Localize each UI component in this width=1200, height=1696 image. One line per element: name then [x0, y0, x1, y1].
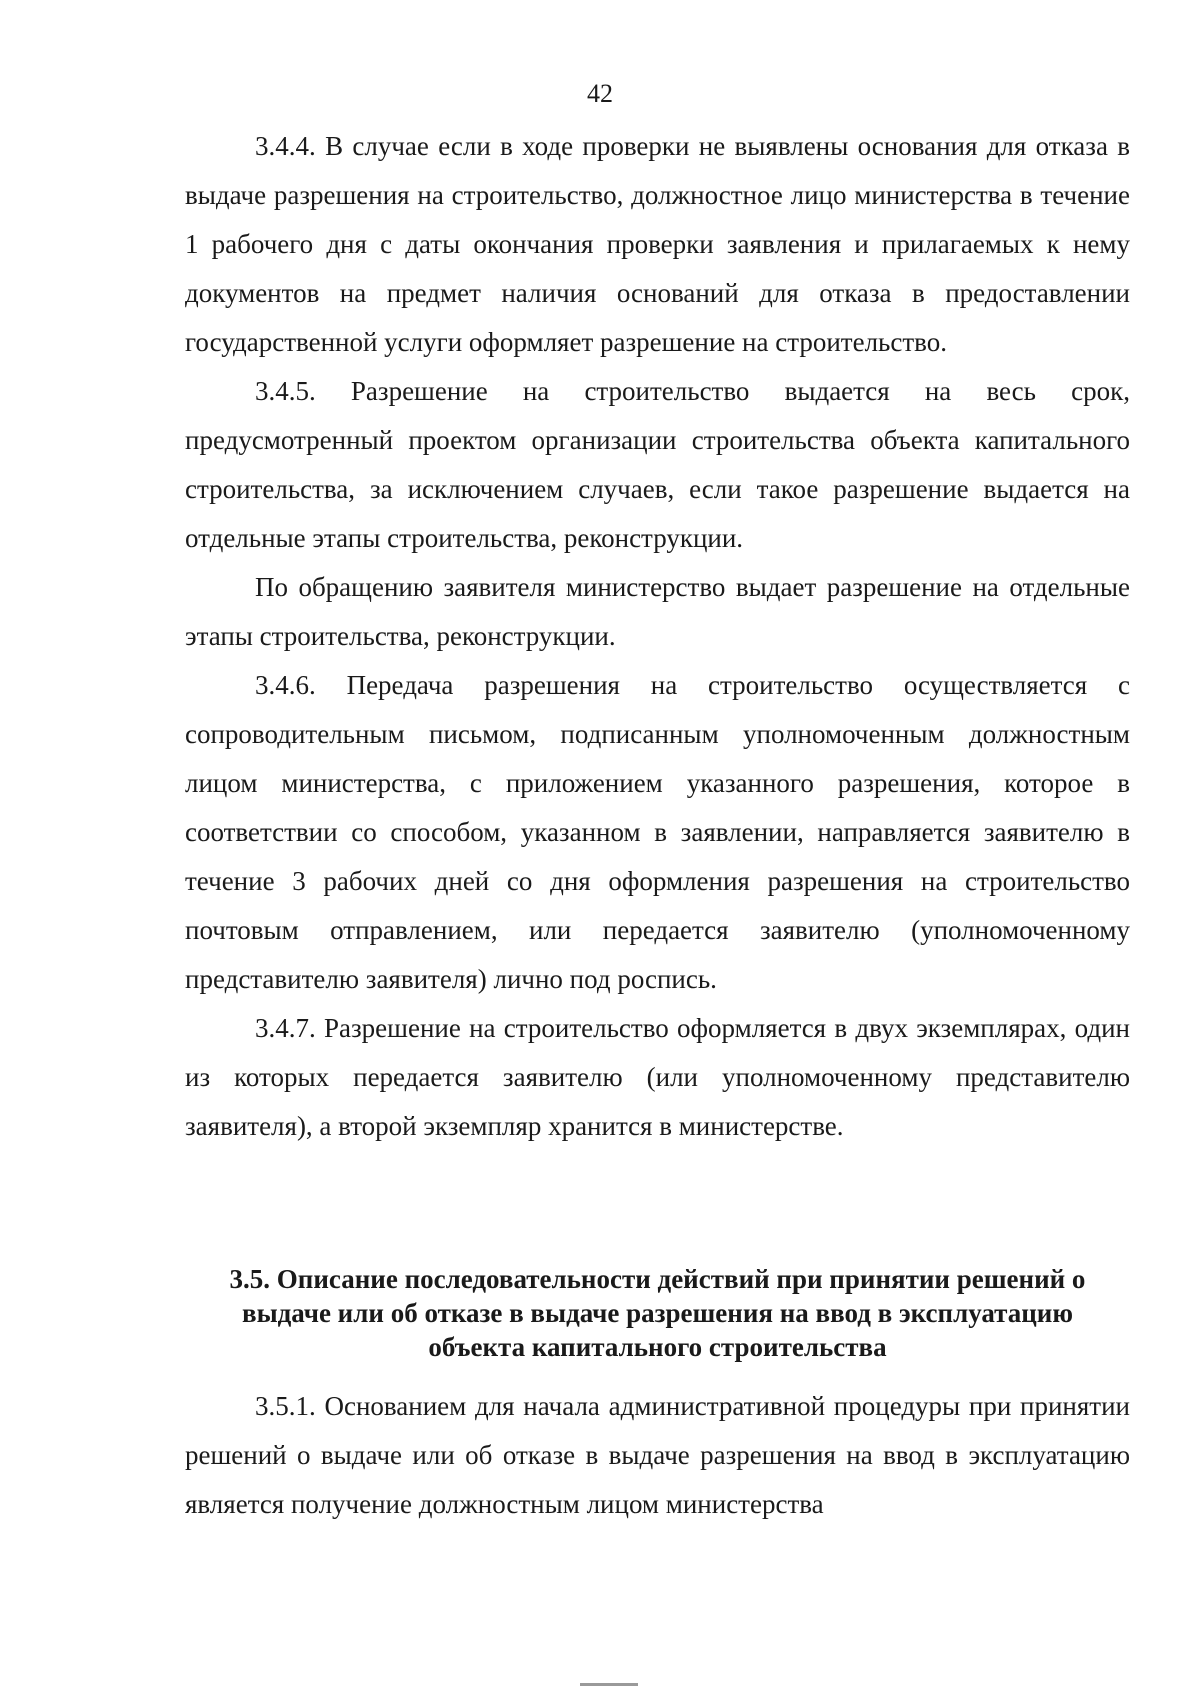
- section-heading-line: объекта капитального строительства: [428, 1332, 887, 1362]
- paragraph-3-4-5: 3.4.5. Разрешение на строительство выдается на весь срок, предусмотренный проектом организации строительства объекта капитального строительства, за исключением случаев, если такое разрешение выдается на отдельные этапы строительства, реконструкции.: [185, 376, 1130, 553]
- page-number: 42: [587, 79, 613, 108]
- section-heading-line: выдаче или об отказе в выдаче разрешения на ввод в эксплуатацию: [241, 1298, 1073, 1328]
- text-block-upper: [185, 122, 1130, 1151]
- section-heading-line: 3.5. Описание последовательности действий при принятии решений о: [229, 1264, 1086, 1294]
- scan-artifact-line: [580, 1683, 638, 1686]
- paragraph-staged-permit: По обращению заявителя министерство выдает разрешение на отдельные этапы строительства, реконструкции.: [185, 572, 1130, 651]
- paragraph-3-4-6: 3.4.6. Передача разрешения на строительство осуществляется с сопроводительным письмом, подписанным уполномоченным должностным лицом министерства, с приложением указанного разрешения, которое в соответствии со способом, указанном в заявлении, направляется заявителю в течение 3 рабочих дней со дня оформления разрешения на строительство почтовым отправлением, или передается заявителю (уполномоченному представителю заявителя) лично под роспись.: [185, 670, 1130, 994]
- paragraph-3-5-1: 3.5.1. Основанием для начала административной процедуры при принятии решений о выдаче или об отказе в выдаче разрешения на ввод в эксплуатацию является получение должностным лицом министерства: [185, 1391, 1130, 1519]
- section-heading-3-5: [185, 1262, 1130, 1364]
- paragraph-3-4-4: 3.4.4. В случае если в ходе проверки не выявлены основания для отказа в выдаче разрешения на строительство, должностное лицо министерства в течение 1 рабочего дня с даты окончания проверки заявления и прилагаемых к нему документов на предмет наличия оснований для отказа в предоставлении государственной услуги оформляет разрешение на строительство.: [185, 131, 1130, 357]
- paragraph-3-4-7: 3.4.7. Разрешение на строительство оформляется в двух экземплярах, один из которых передается заявителю (или уполномоченному представителю заявителя), а второй экземпляр хранится в министерстве.: [185, 1013, 1130, 1141]
- text-block-lower: [185, 1382, 1130, 1529]
